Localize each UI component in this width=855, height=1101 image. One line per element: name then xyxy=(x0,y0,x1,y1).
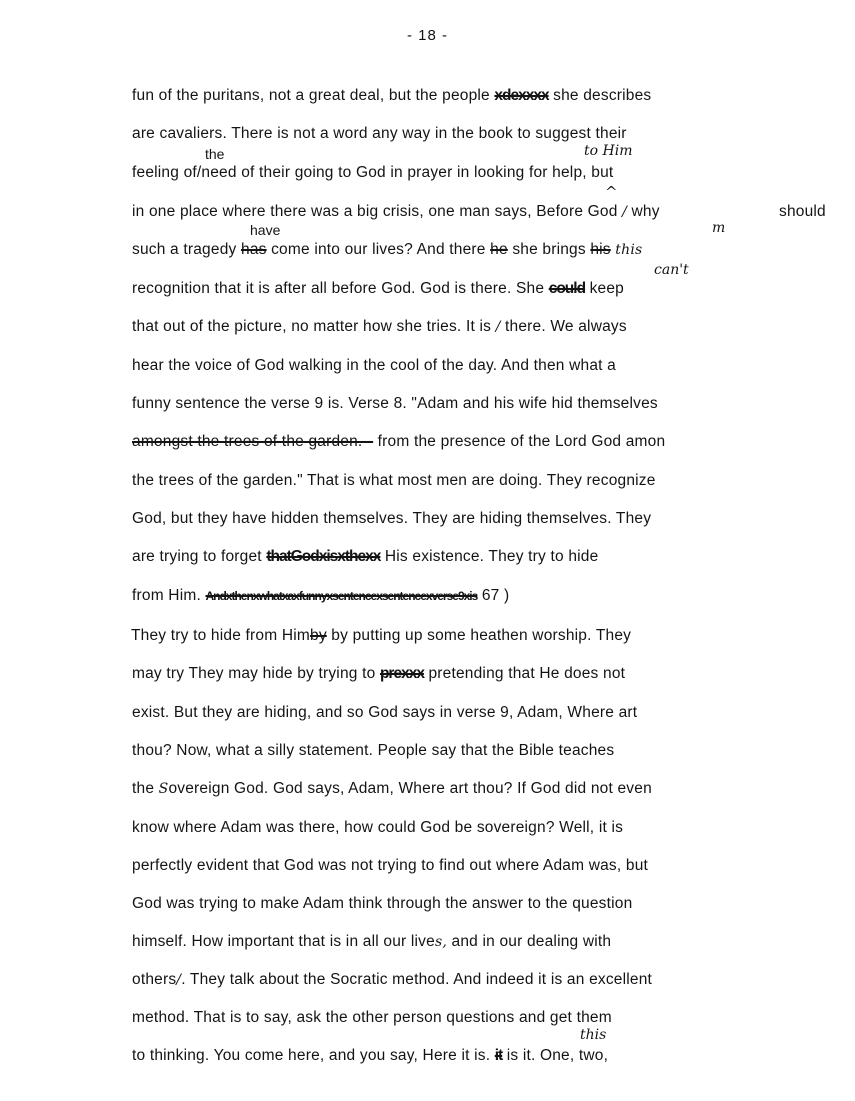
text-line-17 xyxy=(132,704,832,722)
line-13-tail: His existence. They try to hide xyxy=(384,548,599,565)
line-22-text: God was trying to make Adam think through the answer to the question xyxy=(132,895,633,912)
line-11-text: the trees of the garden." That is what most men are doing. They recognize xyxy=(132,472,656,489)
interlinear-have: have xyxy=(250,222,281,238)
line-1-tail: she describes xyxy=(553,87,652,104)
text-line-8 xyxy=(132,357,832,375)
line-4-why: why xyxy=(631,203,660,220)
handwritten-cant: can't xyxy=(654,262,689,278)
line-24-tail: . They talk about the Socratic method. And indeed it is an excellent xyxy=(181,971,653,988)
handwritten-s-comma: s, xyxy=(434,934,447,950)
line-23-text: himself. How important that is in all our live xyxy=(132,933,435,950)
line-5-mid: come into our lives? And there xyxy=(271,241,486,258)
line-25-text: method. That is to say, ask the other person questions and get them xyxy=(132,1009,612,1026)
line-24-text: others xyxy=(132,971,177,988)
struck-phrase-1: amongst the trees of the garden.-- xyxy=(132,433,374,450)
handwritten-to-him: to Him xyxy=(584,143,633,159)
text-line-12 xyxy=(132,510,832,528)
line-15-text: They try to hide from Him xyxy=(131,627,310,644)
struck-word-9: it xyxy=(494,1047,503,1064)
line-10-tail: from the presence of the Lord God amon xyxy=(377,433,666,450)
text-line-19 xyxy=(132,780,832,798)
text-line-14 xyxy=(132,587,832,605)
handwritten-this-2: this xyxy=(580,1027,607,1043)
line-19-the: the xyxy=(132,780,155,797)
struck-word-5: could xyxy=(548,280,586,297)
struck-phrase-2: Andxthenxwhatxaxfunnyxsentencexsentencexverse9xis xyxy=(205,589,478,603)
text-line-13 xyxy=(132,548,832,566)
line-6-text: recognition that it is after all before God. God is there. She xyxy=(132,280,545,297)
text-line-23 xyxy=(132,933,832,951)
line-3-text: feeling of/need of their going to God in prayer in looking for help, but xyxy=(132,164,614,181)
line-9-text: funny sentence the verse 9 is. Verse 8. "Adam and his wife hid themselves xyxy=(132,395,658,412)
interlinear-the: the xyxy=(205,146,225,162)
struck-word-1: xdexxxx xyxy=(494,87,549,104)
line-12-text: God, but they have hidden themselves. They are hiding themselves. They xyxy=(132,510,652,527)
handwritten-m: m xyxy=(712,220,726,236)
text-line-22 xyxy=(132,895,832,913)
text-line-24 xyxy=(132,971,832,989)
handwritten-caret-1: ^ xyxy=(605,183,618,201)
text-line-15 xyxy=(131,627,831,645)
text-line-2 xyxy=(132,125,832,143)
line-21-text: perfectly evident that God was not trying to find out where Adam was, but xyxy=(132,857,649,874)
handwritten-slash-2: / xyxy=(495,319,501,335)
text-line-6 xyxy=(132,280,832,298)
text-line-26 xyxy=(132,1047,832,1065)
struck-word-6: thatGodxisxthexx xyxy=(266,548,381,565)
line-4-should: should xyxy=(779,203,826,220)
line-15-tail: by putting up some heathen worship. They xyxy=(331,627,632,644)
text-line-10 xyxy=(132,433,832,451)
line-1-text: fun of the puritans, not a great deal, but the people xyxy=(132,87,490,104)
text-line-7 xyxy=(132,318,832,336)
line-2-text: are cavaliers. There is not a word any way in the book to suggest their xyxy=(132,125,627,142)
struck-word-2: has xyxy=(241,241,267,258)
line-8-text: hear the voice of God walking in the cool of the day. And then what a xyxy=(132,357,616,374)
line-17-text: exist. But they are hiding, and so God says in verse 9, Adam, Where art xyxy=(132,704,638,721)
handwritten-slash-3: / xyxy=(176,972,182,988)
page-number: - 18 - xyxy=(406,27,448,44)
line-16-mid: They may hide by trying to xyxy=(188,665,376,682)
line-7-text: that out of the picture, no matter how she tries. It is xyxy=(132,318,492,335)
line-13-text: are trying to forget xyxy=(132,548,262,565)
handwritten-this-1: this xyxy=(615,242,643,258)
line-14-text: from Him. xyxy=(132,587,201,604)
text-line-9 xyxy=(132,395,832,413)
line-7-tail: there. We always xyxy=(505,318,627,335)
text-line-3 xyxy=(132,164,832,182)
text-line-25 xyxy=(132,1009,832,1027)
line-4-text: in one place where there was a big crisis, one man says, Before God xyxy=(132,203,618,220)
text-line-4 xyxy=(132,203,832,221)
line-26-text: to thinking. You come here, and you say, Here it is. xyxy=(132,1047,491,1064)
text-line-20 xyxy=(132,819,832,837)
text-line-4-should xyxy=(779,203,839,221)
line-5-tail: she brings xyxy=(512,241,586,258)
line-18-text: thou? Now, what a silly statement. People say that the Bible teaches xyxy=(132,742,615,759)
line-23-tail: and in our dealing with xyxy=(451,933,612,950)
text-line-16 xyxy=(132,665,832,683)
text-line-1 xyxy=(132,87,832,105)
text-line-5 xyxy=(132,241,832,259)
line-16-tail: pretending that He does not xyxy=(428,665,626,682)
line-5-text: such a tragedy xyxy=(132,241,237,258)
struck-word-8: prexxx xyxy=(379,665,424,682)
text-line-18 xyxy=(132,742,832,760)
struck-word-3: he xyxy=(490,241,508,258)
handwritten-slash-1: / xyxy=(622,204,627,220)
struck-word-4: his xyxy=(590,241,611,258)
line-14-tail: 67 ) xyxy=(481,587,510,604)
line-19-tail: overeign God. God says, Adam, Where art thou? If God did not even xyxy=(168,780,652,797)
handwritten-s-correction: S xyxy=(158,781,169,797)
line-6-tail: keep xyxy=(589,280,624,297)
line-26-tail: is it. One, two, xyxy=(506,1047,609,1064)
line-16-text: may try xyxy=(132,665,185,682)
struck-word-7: by xyxy=(310,627,327,644)
text-line-21 xyxy=(132,857,832,875)
text-line-11 xyxy=(132,472,832,490)
line-20-text: know where Adam was there, how could God be sovereign? Well, it is xyxy=(132,819,624,836)
